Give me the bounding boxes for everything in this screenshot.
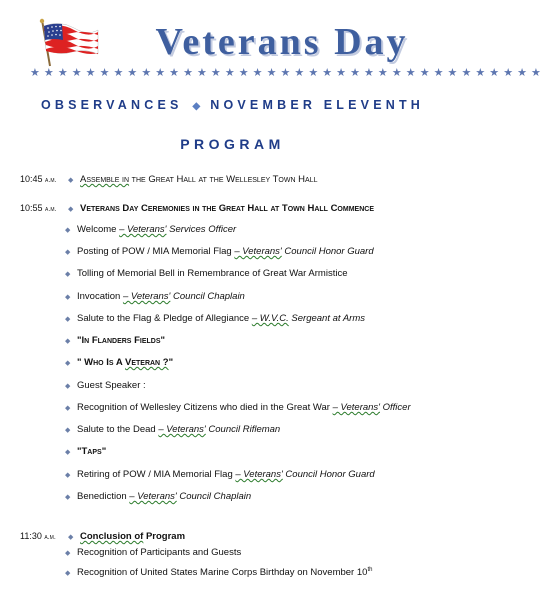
schedule-text: Program	[143, 531, 186, 542]
list-item: ◆ Invocation – Veterans' Council Chaplain	[65, 291, 245, 302]
schedule-text: Veterans Day Ceremonies in the Great Hall at Town Hall Commence	[80, 203, 374, 214]
bullet-icon: ◆	[65, 550, 71, 557]
bullet-icon: ◆	[65, 271, 71, 278]
schedule-text-underlined: Assemble in	[80, 174, 130, 185]
bullet-icon: ◆	[68, 534, 74, 541]
list-item: ◆ Retiring of POW / MIA Memorial Flag – Veterans' Council Honor Guard	[65, 469, 375, 480]
list-item: ◆ Salute to the Flag & Pledge of Allegiance – W.V.C. Sergeant at Arms	[65, 313, 365, 324]
schedule-time: 10:55 a.m.	[20, 203, 57, 213]
subtitle-right: NOVEMBER ELEVENTH	[210, 98, 425, 112]
program-heading: PROGRAM	[180, 136, 285, 152]
list-item: ◆ "In Flanders Fields"	[65, 335, 166, 346]
schedule-time: 11:30 a.m.	[20, 531, 56, 541]
bullet-icon: ◆	[65, 383, 71, 390]
subtitle-left: OBSERVANCES	[40, 98, 183, 112]
bullet-icon: ◆	[65, 427, 71, 434]
page-title: Veterans Day	[155, 21, 409, 63]
bullet-icon: ◆	[65, 338, 71, 345]
us-flag-icon	[36, 18, 100, 68]
list-item: ◆ Recognition of Participants and Guests	[65, 547, 242, 558]
list-item: ◆ "Taps"	[65, 446, 107, 457]
schedule-text: the Great Hall at the Wellesley Town Hall	[129, 174, 318, 185]
bullet-icon: ◆	[65, 227, 71, 234]
bullet-icon: ◆	[65, 449, 71, 456]
list-item: ◆ Salute to the Dead – Veterans' Council Rifleman	[65, 424, 281, 435]
bullet-icon: ◆	[65, 472, 71, 479]
schedule-text-underlined: Conclusion of	[80, 531, 144, 542]
list-item: ◆ Welcome – Veterans' Services Officer	[65, 224, 237, 235]
bullet-icon: ◆	[65, 249, 71, 256]
schedule-time: 10:45 a.m.	[20, 174, 57, 184]
list-item: ◆ " Who Is A Veteran ?"	[65, 357, 174, 368]
bullet-icon: ◆	[65, 494, 71, 501]
list-item: ◆ Guest Speaker :	[65, 380, 146, 391]
bullet-icon: ◆	[65, 360, 71, 367]
bullet-icon: ◆	[65, 570, 71, 578]
list-item: ◆ Tolling of Memorial Bell in Remembrance of Great War Armistice	[65, 268, 348, 279]
star-divider: ★ ★ ★ ★ ★ ★ ★ ★ ★ ★ ★ ★ ★ ★ ★ ★ ★ ★ ★ ★ ★ ★ ★ ★ ★ ★ ★ ★ ★ ★ ★ ★ ★ ★ ★ ★ ★	[30, 67, 541, 79]
subtitle	[0, 98, 465, 112]
bullet-icon: ◆	[68, 206, 74, 213]
bullet-icon: ◆	[65, 316, 71, 323]
list-item: ◆ Recognition of United States Marine Corps Birthday on November 10th	[65, 567, 373, 579]
list-item: ◆ Recognition of Wellesley Citizens who died in the Great War – Veterans' Officer	[65, 402, 411, 413]
bullet-icon: ◆	[65, 405, 71, 412]
diamond-icon: ◆	[192, 101, 201, 112]
list-item: ◆ Posting of POW / MIA Memorial Flag – Veterans' Council Honor Guard	[65, 246, 374, 257]
bullet-icon: ◆	[68, 177, 74, 184]
bullet-icon: ◆	[65, 294, 71, 301]
list-item: ◆ Benediction – Veterans' Council Chaplain	[65, 491, 252, 502]
